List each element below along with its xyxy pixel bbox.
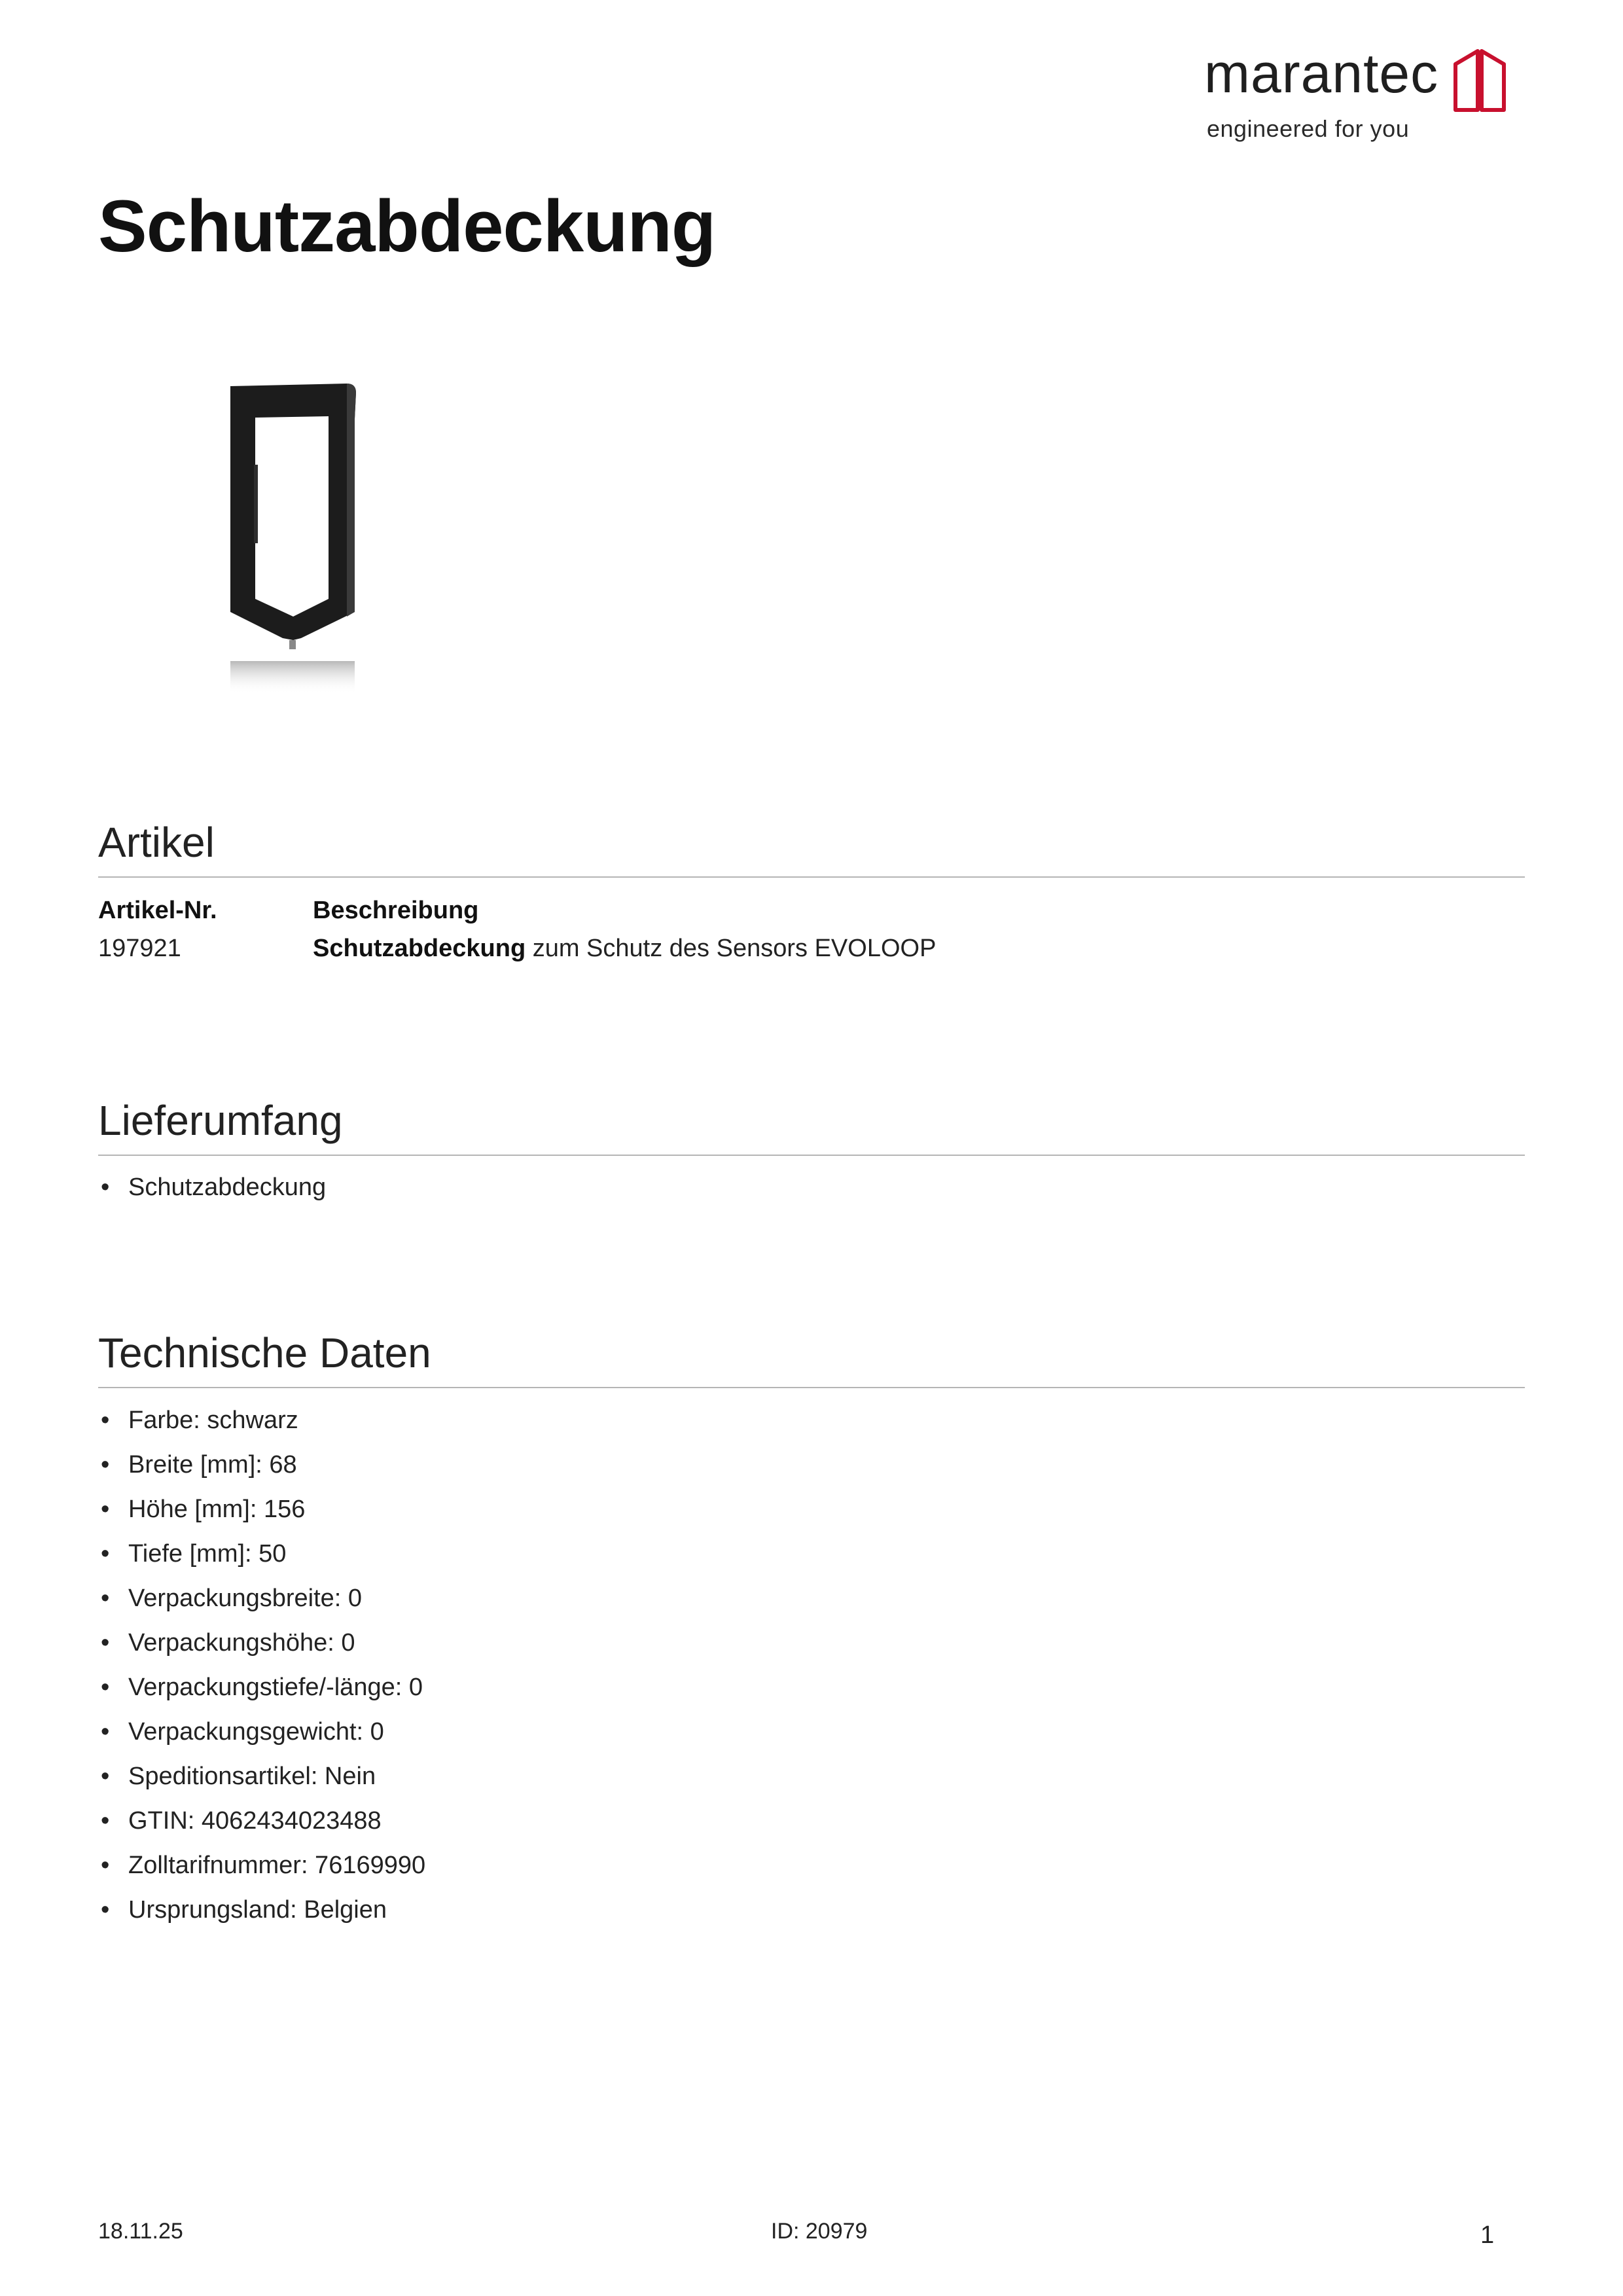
column-header-description: Beschreibung	[313, 897, 479, 924]
list-item: • Farbe: schwarz	[98, 1398, 425, 1443]
section-heading-technische-daten: Technische Daten	[98, 1332, 1525, 1388]
list-item: • Verpackungstiefe/-länge: 0	[98, 1665, 425, 1710]
section-heading-artikel: Artikel	[98, 821, 1525, 878]
scope-list	[98, 1165, 326, 1210]
list-item: • Speditionsartikel: Nein	[98, 1754, 425, 1799]
brand-tagline: engineered for you	[1207, 115, 1410, 142]
list-item: • Verpackungsgewicht: 0	[98, 1710, 425, 1754]
list-item: • GTIN: 4062434023488	[98, 1799, 425, 1843]
article-number: 197921	[98, 935, 181, 962]
product-image	[216, 380, 373, 700]
column-header-article-number: Artikel-Nr.	[98, 897, 217, 924]
list-item: • Ursprungsland: Belgien	[98, 1888, 425, 1932]
article-description	[313, 935, 936, 963]
list-item: • Schutzabdeckung	[98, 1165, 326, 1210]
list-item: • Höhe [mm]: 156	[98, 1487, 425, 1532]
list-item: • Tiefe [mm]: 50	[98, 1532, 425, 1576]
tech-data-list	[98, 1398, 425, 1932]
footer-date: 18.11.25	[98, 2219, 183, 2244]
footer-id: ID: 20979	[771, 2219, 868, 2244]
list-item: • Verpackungsbreite: 0	[98, 1576, 425, 1621]
list-item: • Zolltarifnummer: 76169990	[98, 1843, 425, 1888]
list-item: • Verpackungshöhe: 0	[98, 1621, 425, 1665]
description-bold: Schutzabdeckung	[313, 935, 526, 962]
brand-logo	[1204, 39, 1505, 151]
list-item: • Breite [mm]: 68	[98, 1443, 425, 1487]
brand-name: marantec	[1204, 43, 1439, 104]
footer-page-number: 1	[1480, 2221, 1495, 2249]
section-heading-lieferumfang: Lieferumfang	[98, 1100, 1525, 1156]
description-text: zum Schutz des Sensors EVOLOOP	[526, 935, 936, 962]
page-title: Schutzabdeckung	[98, 185, 716, 267]
brand-mark-icon	[1452, 45, 1508, 114]
